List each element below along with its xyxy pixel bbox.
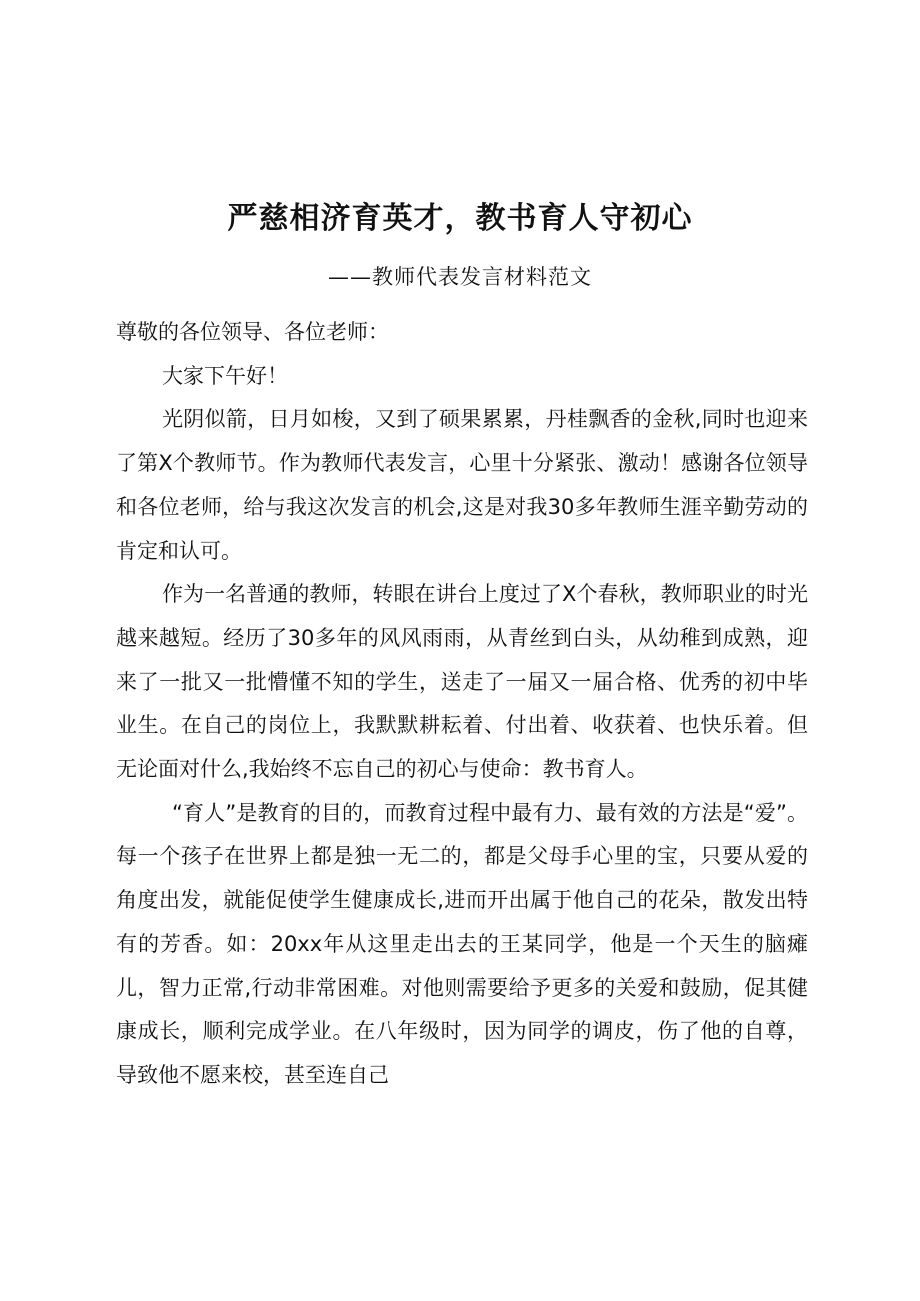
- paragraph: 作为一名普通的教师，转眼在讲台上度过了X个春秋，教师职业的时光越来越短。经历了30多年的风风雨雨，从青丝到白头，从幼稚到成熟，迎来了一批又一批懵懂不知的学生，送走了一届又一届合格、优秀的初中毕业生。在自己的岗位上，我默默耕耘着、付出着、收获着、也快乐着。但无论面对什么,我始终不忘自己的初心与使命：教书育人。: [116, 582, 808, 782]
- document-body: [116, 311, 808, 1098]
- salutation: 尊敬的各位领导、各位老师：: [116, 320, 389, 344]
- paragraph: 光阴似箭，日月如梭，又到了硕果累累，丹桂飘香的金秋,同时也迎来了第X个教师节。作为教师代表发言，心里十分紧张、激动！感谢各位领导和各位老师，给与我这次发言的机会,这是对我30多年教师生涯辛勤劳动的肯定和认可。: [116, 407, 808, 563]
- document-subtitle: ——教师代表发言材料范文: [328, 265, 592, 289]
- document-title: 严慈相济育英才，教书育人守初心: [227, 201, 693, 236]
- greeting: 大家下午好！: [162, 363, 288, 388]
- paragraph: “育人”是教育的目的，而教育过程中最有力、最有效的方法是“爱”。每一个孩子在世界上都是独一无二的，都是父母手心里的宝，只要从爱的角度出发，就能促使学生健康成长,进而开出属于他自己的花朵，散发出特有的芳香。如：20xx年从这里走出去的王某同学，他是一个天生的脑瘫儿，智力正常,行动非常困难。对他则需要给予更多的关爱和鼓励，促其健康成长，顺利完成学业。在八年级时，因为同学的调皮，伤了他的自尊，导致他不愿来校，甚至连自己: [116, 800, 808, 1087]
